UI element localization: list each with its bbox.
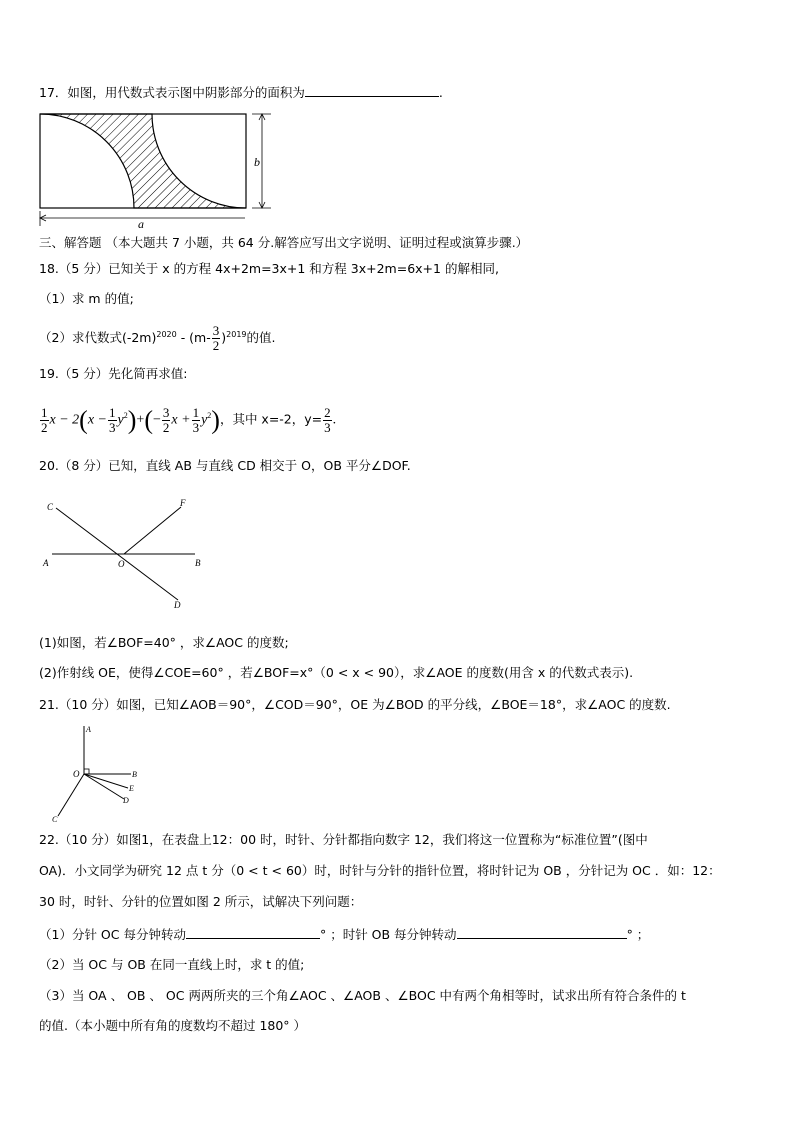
q20-ray-of bbox=[124, 507, 181, 554]
q20-figure bbox=[38, 494, 218, 614]
q17-answer-blank[interactable] bbox=[305, 84, 439, 97]
q21-label-e: E bbox=[129, 784, 134, 793]
q20-part1: (1)如图，若∠BOF=40° ，求∠AOC 的度数; bbox=[39, 635, 289, 650]
q20-label-b: B bbox=[195, 558, 201, 568]
q21-ray-od bbox=[84, 774, 124, 799]
q21-label-a: A bbox=[86, 725, 91, 734]
q18-fraction: $\frac{3}{2}$ bbox=[212, 323, 220, 353]
q20-label-a: A bbox=[43, 558, 49, 568]
q20-stem: 20.（8 分）已知，直线 AB 与直线 CD 相交于 O，OB 平分∠DOF. bbox=[39, 458, 411, 473]
q22-part3-cont: 的值.（本小题中所有角的度数均不超过 180° ） bbox=[39, 1018, 307, 1033]
q21-ray-oe bbox=[84, 774, 128, 788]
q17-text: 17．如图，用代数式表示图中阴影部分的面积为 bbox=[39, 85, 305, 100]
q22-line1: 22.（10 分）如图1，在表盘上12：00 时，时针、分针都指向数字 12，我们将这一位置称为“标准位置”(图中 bbox=[39, 832, 648, 847]
q19-expression: $\frac{1}{2}$ x − 2(x − $\frac{1}{3}$ $y^2)+(-$ $\frac{3}{2}$ x + $\frac{1}{3}$ $y^2$)，其中 x=-2，y= $\frac{2}{3}$ . bbox=[41, 404, 337, 435]
q22-line2: OA)．小文同学为研究 12 点 t 分（0 < t < 60）时，时针与分针的指针位置，将时针记为 OB ，分针记为 OC ．如：12： bbox=[39, 863, 721, 878]
q17-label-b: b bbox=[254, 155, 260, 169]
q21-figure bbox=[46, 720, 146, 825]
section-heading: 三、解答题 （本大题共 7 小题，共 64 分.解答应写出文字说明、证明过程或演算步骤.） bbox=[39, 235, 529, 250]
q20-label-o: O bbox=[118, 559, 125, 569]
q19-stem: 19.（5 分）先化简再求值: bbox=[39, 366, 188, 381]
q22-hour-blank[interactable] bbox=[457, 926, 627, 939]
q18-stem: 18.（5 分）已知关于 x 的方程 4x+2m=3x+1 和方程 3x+2m=6x+1 的解相同, bbox=[39, 261, 499, 276]
q22-part3: （3）当 OA 、 OB 、 OC 两两所夹的三个角∠AOC 、∠AOB 、∠BOC 中有两个角相等时，试求出所有符合条件的 t bbox=[39, 988, 686, 1003]
q21-label-c: C bbox=[52, 815, 58, 824]
q18-part1: （1）求 m 的值; bbox=[39, 291, 134, 306]
q21-label-o: O bbox=[73, 769, 80, 779]
q17-figure bbox=[34, 108, 274, 228]
q20-label-f: F bbox=[180, 498, 186, 508]
q18-part2: （2）求代数式$(-2m)^{2020} - (m-$ $\frac{3}{2}$ )$^{2019}$的值. bbox=[39, 323, 276, 353]
q22-part2: （2）当 OC 与 OB 在同一直线上时，求 t 的值; bbox=[39, 957, 305, 972]
q20-label-c: C bbox=[47, 502, 54, 512]
q21-label-d: D bbox=[123, 796, 129, 805]
q17-label-a: a bbox=[138, 217, 144, 228]
q21-stem: 21.（10 分）如图，已知∠AOB＝90°，∠COD＝90°，OE 为∠BOD 的平分线，∠BOE＝18°，求∠AOC 的度数. bbox=[39, 697, 671, 712]
q22-minute-blank[interactable] bbox=[186, 926, 320, 939]
q21-label-b: B bbox=[132, 770, 137, 779]
q22-part1: （1）分针 OC 每分钟转动 ° ；时针 OB 每分钟转动 ° ； bbox=[39, 927, 650, 942]
q22-line3: 30 时，时针、分针的位置如图 2 所示，试解决下列问题： bbox=[39, 894, 363, 909]
q20-label-d: D bbox=[174, 600, 181, 610]
q17-stem: 17．如图，用代数式表示图中阴影部分的面积为 . bbox=[39, 85, 443, 100]
q21-ray-oc bbox=[58, 774, 84, 816]
q20-part2: (2)作射线 OE，使得∠COE=60° ，若∠BOF=x°（0 < x < 90），求∠AOE 的度数(用含 x 的代数式表示). bbox=[39, 665, 634, 680]
